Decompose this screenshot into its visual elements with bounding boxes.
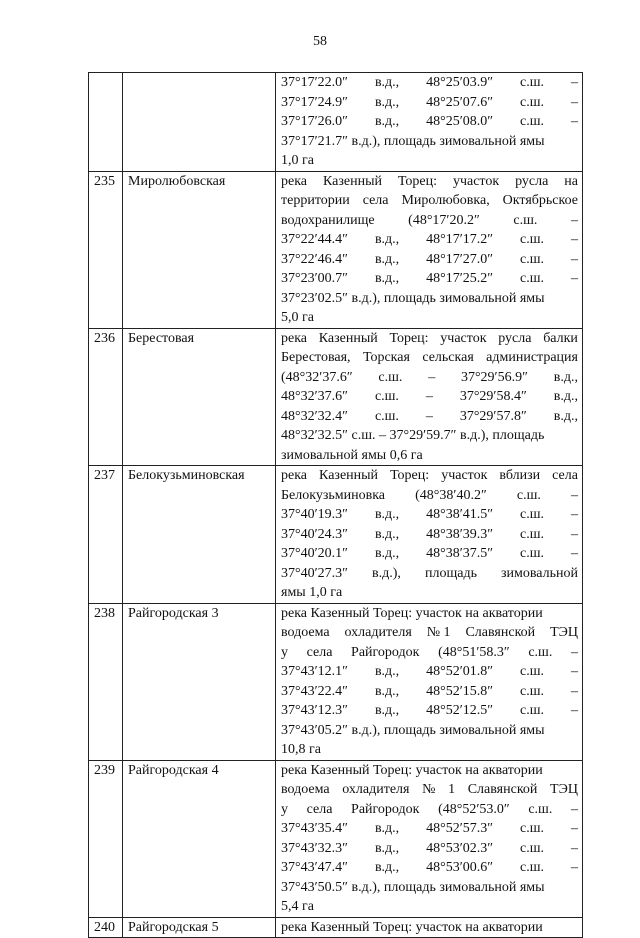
description-token: балки xyxy=(543,330,578,346)
description-token: с.ш. xyxy=(520,860,545,875)
description-token: Торская xyxy=(362,350,410,365)
description-token: Торец: xyxy=(397,173,438,189)
description-token: 37°29′58.4″ xyxy=(459,389,527,404)
description-token: с.ш. xyxy=(520,75,545,90)
description-token: с.ш. xyxy=(374,389,399,404)
description-token: река xyxy=(281,330,308,346)
pit-name: Миролюбовская xyxy=(123,171,276,328)
description-line xyxy=(281,211,578,231)
description-token: в.д., xyxy=(374,526,400,542)
description-token: с.ш. xyxy=(520,94,545,110)
description-token: русла xyxy=(515,173,549,189)
description-token: – xyxy=(570,821,578,836)
description-line xyxy=(281,230,578,250)
description-token: 48°38′39.3″ xyxy=(426,526,494,542)
description-line xyxy=(281,73,578,93)
pit-description xyxy=(276,466,583,604)
description-token: – xyxy=(571,487,578,503)
description-token: Торец: xyxy=(389,330,429,346)
pit-name: Райгородская 5 xyxy=(123,917,276,938)
description-token: 48°32′37.6″ xyxy=(281,389,348,404)
description-line xyxy=(281,250,578,270)
description-line xyxy=(281,623,578,643)
description-token: Райгородок xyxy=(351,644,420,660)
description-line: 5,4 га xyxy=(281,899,314,914)
description-token: – xyxy=(570,526,578,542)
description-token: – xyxy=(571,212,578,228)
table-row xyxy=(89,466,583,604)
description-line xyxy=(281,505,578,525)
description-token: участок xyxy=(440,330,487,346)
description-token: река xyxy=(281,468,308,483)
description-line: река Казенный Торец: участок на акватории xyxy=(281,605,543,621)
description-token: с.ш. xyxy=(520,546,545,561)
description-line: река Казенный Торец: участок на акватории xyxy=(281,919,543,935)
description-token: с.ш. xyxy=(374,408,399,424)
description-line: зимовальной ямы 0,6 га xyxy=(281,447,423,463)
description-token: в.д., xyxy=(374,546,400,561)
description-token: Славянской xyxy=(467,782,538,797)
pit-name: Белокузьминовская xyxy=(123,466,276,604)
description-token: водоема xyxy=(281,625,330,640)
description-token: – xyxy=(570,114,578,129)
description-token: с.ш. xyxy=(520,840,545,856)
description-line: 37°43′05.2″ в.д.), площадь зимовальной ямы xyxy=(281,722,545,738)
description-token: в.д., xyxy=(374,821,400,836)
description-token: Белокузьминовка xyxy=(281,487,386,503)
description-token: 37°40′19.3″ xyxy=(281,507,348,522)
description-line xyxy=(281,839,578,859)
pit-name: Берестовая xyxy=(123,328,276,466)
description-line xyxy=(281,407,578,427)
description-token: у xyxy=(281,644,288,660)
description-line xyxy=(281,466,578,486)
description-token: – xyxy=(570,683,578,699)
description-token: 37°40′27.3″ xyxy=(281,565,348,581)
pit-description xyxy=(276,760,583,917)
description-token: 48°17′17.2″ xyxy=(426,232,494,247)
description-token: села xyxy=(306,644,333,660)
description-token: ТЭЦ xyxy=(550,625,578,640)
description-token: река xyxy=(281,173,308,189)
description-token: с.ш. xyxy=(520,526,545,542)
description-token: в.д., xyxy=(374,683,400,699)
description-token: в.д., xyxy=(374,840,400,856)
description-token: в.д., xyxy=(374,271,400,286)
table-row xyxy=(89,328,583,466)
description-token: с.ш. xyxy=(528,801,553,817)
description-line xyxy=(281,544,578,564)
description-token: Казенный xyxy=(322,173,382,189)
description-token: с.ш. xyxy=(520,232,545,247)
description-token: 37°43′22.4″ xyxy=(281,683,348,699)
description-token: вблизи xyxy=(499,468,541,483)
row-number: 239 xyxy=(89,760,123,917)
description-token: с.ш. xyxy=(520,703,545,718)
description-token: 48°52′15.8″ xyxy=(426,683,494,699)
description-token: 48°32′32.4″ xyxy=(281,408,348,424)
description-token: 37°17′26.0″ xyxy=(281,114,348,129)
row-number: 235 xyxy=(89,171,123,328)
description-token: у xyxy=(281,801,288,817)
description-line xyxy=(281,662,578,682)
description-token: в.д., xyxy=(553,389,578,404)
description-token: (48°52′53.0″ xyxy=(438,801,510,817)
description-token: 37°17′24.9″ xyxy=(281,94,348,110)
description-token: участок xyxy=(452,173,500,189)
description-token: в.д., xyxy=(374,232,400,247)
description-token: (48°51′58.3″ xyxy=(438,644,510,660)
description-line xyxy=(281,387,578,407)
description-token: участок xyxy=(441,468,488,483)
table-row xyxy=(89,760,583,917)
description-token: 37°43′35.4″ xyxy=(281,821,348,836)
description-line xyxy=(281,701,578,721)
description-token: – xyxy=(570,801,578,817)
pit-description xyxy=(276,917,583,938)
description-token: 48°38′37.5″ xyxy=(426,546,494,561)
description-token: с.ш. xyxy=(528,644,553,660)
description-token: с.ш. xyxy=(520,507,545,522)
description-token: в.д., xyxy=(553,408,578,424)
description-line xyxy=(281,643,578,663)
description-line xyxy=(281,819,578,839)
description-token: № xyxy=(422,782,436,797)
table-row xyxy=(89,73,583,172)
row-number: 238 xyxy=(89,603,123,760)
description-token: в.д.), xyxy=(372,565,401,581)
description-token: 37°43′12.3″ xyxy=(281,703,348,718)
description-token: 37°23′00.7″ xyxy=(281,271,348,286)
description-token: – xyxy=(570,94,578,110)
table-row xyxy=(89,603,583,760)
description-line xyxy=(281,780,578,800)
description-line: 48°32′32.5″ с.ш. – 37°29′59.7″ в.д.), площадь xyxy=(281,428,545,443)
description-token: Райгородок xyxy=(351,801,420,817)
description-token: с.ш. xyxy=(513,212,538,228)
description-token: Берестовая, xyxy=(281,350,351,365)
fishing-pits-table xyxy=(88,72,583,938)
row-number: 236 xyxy=(89,328,123,466)
description-token: территории xyxy=(281,193,350,208)
description-token: с.ш. xyxy=(520,821,545,836)
description-token: Торец: xyxy=(390,468,430,483)
row-number xyxy=(89,73,123,172)
description-line: 37°23′02.5″ в.д.), площадь зимовальной ямы xyxy=(281,290,545,306)
description-line xyxy=(281,800,578,820)
description-token: русла xyxy=(498,330,532,346)
description-token: – xyxy=(428,369,436,385)
description-token: в.д., xyxy=(374,251,400,267)
description-token: ТЭЦ xyxy=(550,782,578,797)
description-token: села xyxy=(306,801,333,817)
description-token: водохранилище xyxy=(281,212,375,228)
description-token: (48°32′37.6″ xyxy=(281,369,353,385)
description-line xyxy=(281,682,578,702)
description-token: Казенный xyxy=(318,330,378,346)
description-token: 37°29′56.9″ xyxy=(460,369,528,385)
table-row xyxy=(89,917,583,938)
description-token: в.д., xyxy=(374,94,400,110)
description-token: 1 xyxy=(448,782,456,797)
description-token: села xyxy=(362,193,389,208)
description-token: администрация xyxy=(486,350,578,365)
description-token: – xyxy=(570,860,578,875)
description-token: с.ш. xyxy=(520,271,545,286)
pit-description xyxy=(276,328,583,466)
description-token: 37°43′12.1″ xyxy=(281,664,348,679)
description-token: с.ш. xyxy=(378,369,403,385)
description-token: – xyxy=(425,408,433,424)
description-line: 1,0 га xyxy=(281,153,314,168)
page-number: 58 xyxy=(313,34,327,49)
description-token: в.д., xyxy=(374,703,400,718)
description-token: – xyxy=(570,507,578,522)
description-token: в.д., xyxy=(374,507,400,522)
description-token: – xyxy=(570,251,578,267)
description-line xyxy=(281,564,578,584)
description-token: – xyxy=(570,664,578,679)
description-token: 48°17′25.2″ xyxy=(426,271,494,286)
description-token: площадь xyxy=(424,565,477,581)
description-token: с.ш. xyxy=(520,251,545,267)
description-token: 37°43′47.4″ xyxy=(281,860,348,875)
description-token: водоема xyxy=(281,782,330,797)
description-token: (48°38′40.2″ xyxy=(415,487,487,503)
description-token: 48°17′27.0″ xyxy=(426,251,494,267)
description-line: ямы 1,0 га xyxy=(281,585,343,600)
pit-name: Райгородская 4 xyxy=(123,760,276,917)
description-token: 37°17′22.0″ xyxy=(281,75,348,90)
description-token: с.ш. xyxy=(516,487,541,503)
description-token: охладителя xyxy=(342,782,410,797)
description-token: (48°17′20.2″ xyxy=(408,212,480,228)
row-number: 240 xyxy=(89,917,123,938)
description-token: 48°25′03.9″ xyxy=(426,75,494,90)
description-token: 37°40′24.3″ xyxy=(281,526,348,542)
description-token: 48°52′12.5″ xyxy=(426,703,494,718)
description-line xyxy=(281,172,578,192)
description-token: 48°38′41.5″ xyxy=(426,507,494,522)
description-token: Миролюбовка, xyxy=(401,193,490,208)
description-token: с.ш. xyxy=(520,664,545,679)
description-token: села xyxy=(552,468,578,483)
pit-name: Райгородская 3 xyxy=(123,603,276,760)
description-token: с.ш. xyxy=(520,114,545,129)
description-token: – xyxy=(570,840,578,856)
description-token: 48°52′01.8″ xyxy=(426,664,494,679)
description-token: охладителя xyxy=(344,625,412,640)
table-row xyxy=(89,171,583,328)
description-line xyxy=(281,348,578,368)
description-token: – xyxy=(570,75,578,90)
description-line xyxy=(281,368,578,388)
pit-name xyxy=(123,73,276,172)
description-token: 37°22′44.4″ xyxy=(281,232,348,247)
description-line xyxy=(281,525,578,545)
row-number: 237 xyxy=(89,466,123,604)
description-token: сельская xyxy=(422,350,474,365)
description-line: 37°17′21.7″ в.д.), площадь зимовальной ямы xyxy=(281,133,545,149)
description-line: 5,0 га xyxy=(281,310,314,325)
description-token: – xyxy=(570,703,578,718)
description-token: 37°22′46.4″ xyxy=(281,251,348,267)
description-token: в.д., xyxy=(553,369,578,385)
description-line: 10,8 га xyxy=(281,742,321,757)
description-token: в.д., xyxy=(374,114,400,129)
description-token: – xyxy=(570,271,578,286)
description-line xyxy=(281,858,578,878)
description-token: 48°25′08.0″ xyxy=(426,114,494,129)
description-token: 48°52′57.3″ xyxy=(426,821,494,836)
description-token: Октябрьское xyxy=(502,193,578,208)
pit-description xyxy=(276,73,583,172)
description-line xyxy=(281,486,578,506)
description-token: 48°53′02.3″ xyxy=(426,840,494,856)
description-token: зимовальной xyxy=(500,565,578,581)
description-line: река Казенный Торец: участок на акватории xyxy=(281,762,543,778)
description-line xyxy=(281,191,578,211)
description-token: – xyxy=(570,644,578,660)
description-token: 48°53′00.6″ xyxy=(426,860,494,875)
pit-description xyxy=(276,603,583,760)
table-body xyxy=(89,73,583,938)
description-token: № 1 xyxy=(426,625,451,640)
description-token: – xyxy=(570,546,578,561)
description-token: 37°40′20.1″ xyxy=(281,546,348,561)
description-token: в.д., xyxy=(374,664,400,679)
description-line xyxy=(281,329,578,349)
description-token: Славянской xyxy=(465,625,536,640)
description-token: – xyxy=(425,389,433,404)
description-token: в.д., xyxy=(374,75,400,90)
description-token: 37°29′57.8″ xyxy=(459,408,527,424)
description-token: – xyxy=(570,232,578,247)
description-line xyxy=(281,112,578,132)
description-token: с.ш. xyxy=(520,683,545,699)
description-line xyxy=(281,269,578,289)
pit-description xyxy=(276,171,583,328)
description-line: 37°43′50.5″ в.д.), площадь зимовальной ямы xyxy=(281,879,545,895)
description-token: 48°25′07.6″ xyxy=(426,94,494,110)
description-token: на xyxy=(564,173,578,189)
description-token: 37°43′32.3″ xyxy=(281,840,348,856)
description-token: Казенный xyxy=(319,468,379,483)
description-token: в.д., xyxy=(374,860,400,875)
description-line xyxy=(281,93,578,113)
